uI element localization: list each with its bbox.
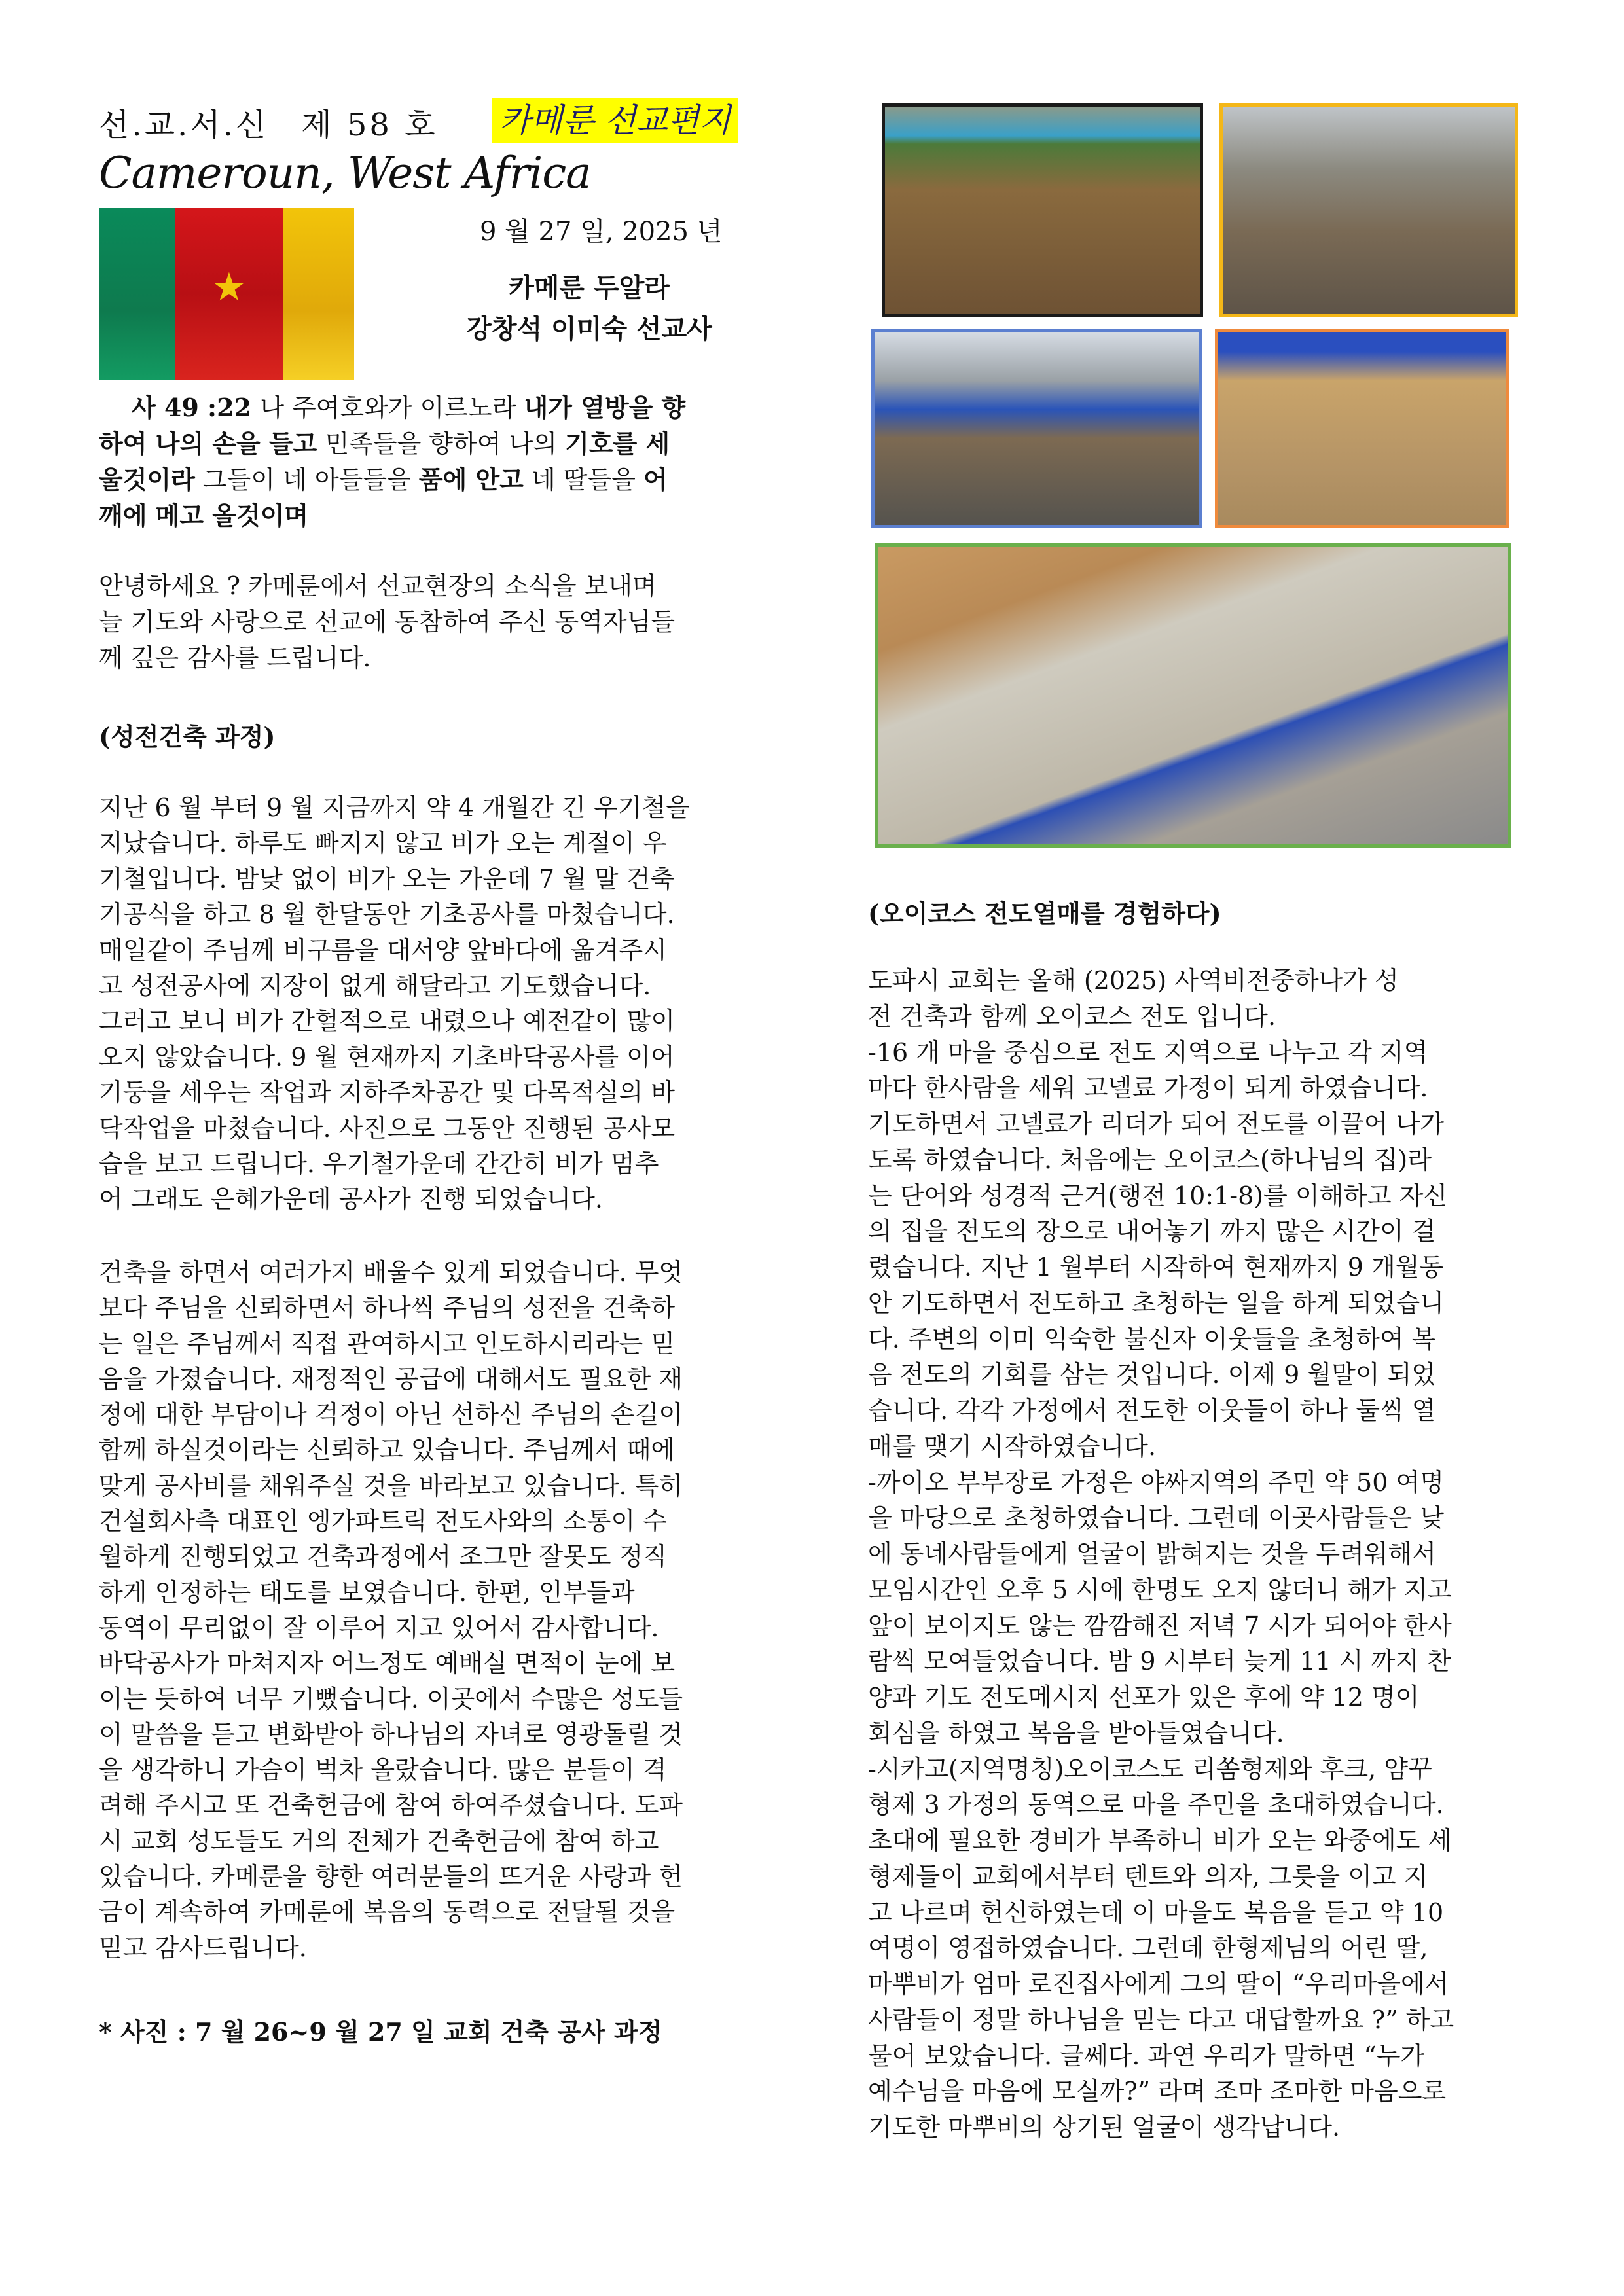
- photo-caption: * 사진 : 7 월 26~9 월 27 일 교회 건축 공사 과정: [99, 2017, 662, 2047]
- text-line: 지났습니다. 하루도 빠지지 않고 비가 오는 계절이 우: [99, 829, 667, 858]
- flag-red-band: [175, 208, 283, 380]
- text-line: 정에 대한 부담이나 걱정이 아닌 선하신 주님의 손길이: [99, 1400, 683, 1429]
- text-line: 금이 계속하여 카메룬에 복음의 동력으로 전달될 것을: [99, 1897, 676, 1927]
- construction-photo-block-wall: [1219, 103, 1518, 317]
- text-line: -시카고(지역명칭)오이코스도 리쏨형제와 후크, 얌꾸: [868, 1754, 1432, 1784]
- text-line: 안 기도하면서 전도하고 초청하는 일을 하게 되었습니: [868, 1288, 1445, 1318]
- text-line: 회심을 하였고 복음을 받아들였습니다.: [868, 1718, 1284, 1748]
- text-line: 형제들이 교회에서부터 텐트와 의자, 그릇을 이고 지: [868, 1861, 1428, 1891]
- text-line: 는 일은 주님께서 직접 관여하시고 인도하시리라는 믿: [99, 1329, 676, 1358]
- text-line: 사람들이 정말 하나님을 믿는 다고 대답할까요 ?” 하고: [868, 2005, 1454, 2034]
- text-line: 기도한 마뿌비의 상기된 얼굴이 생각납니다.: [868, 2113, 1341, 2142]
- text-line: 건축을 하면서 여러가지 배울수 있게 되었습니다. 무엇: [99, 1258, 683, 1287]
- series-name: 선.교.서.신: [99, 107, 269, 143]
- verse-text: 그들이 네 아들들을: [194, 465, 419, 494]
- text-line: 도파시 교회는 올해 (2025) 사역비전중하나가 성: [868, 966, 1399, 995]
- text-line: 습니다. 각각 가정에서 전도한 이웃들이 하나 둘씩 열: [868, 1396, 1436, 1425]
- verse-line: [99, 389, 685, 425]
- text-line: 지난 6 월 부터 9 월 지금까지 약 4 개월간 긴 우기철을: [99, 793, 690, 822]
- greeting-paragraph: [99, 568, 675, 676]
- text-line: 매일같이 주님께 비구름을 대서양 앞바다에 옮겨주시: [99, 935, 667, 965]
- text-line: 예수님을 마음에 모실까?” 라며 조마 조마한 마음으로: [868, 2077, 1447, 2106]
- missionaries: 강창석 이미숙 선교사: [466, 314, 712, 344]
- scripture-verse: [99, 389, 685, 533]
- text-line: 람씩 모여들었습니다. 밤 9 시부터 늦게 11 시 까지 찬: [868, 1647, 1451, 1676]
- verse-line: [99, 497, 685, 533]
- text-line: 음을 가졌습니다. 재정적인 공급에 대해서도 필요한 재: [99, 1364, 683, 1393]
- text-line: 매를 맺기 시작하였습니다.: [868, 1431, 1157, 1461]
- text-line: 닥작업을 마쳤습니다. 사진으로 그동안 진행된 공사모: [99, 1113, 676, 1143]
- text-line: 오지 않았습니다. 9 월 현재까지 기초바닥공사를 이어: [99, 1042, 675, 1071]
- text-line: 물어 보았습니다. 글쎄다. 과연 우리가 말하면 “누가: [868, 2041, 1425, 2070]
- text-line: 믿고 감사드립니다.: [99, 1933, 307, 1962]
- text-line: 함께 하실것이라는 신뢰하고 있습니다. 주님께서 때에: [99, 1435, 676, 1465]
- text-line: 을 생각하니 가슴이 벅차 올랐습니다. 많은 분들이 격: [99, 1755, 667, 1785]
- text-line: 건설회사측 대표인 엥가파트릭 전도사와의 소통이 수: [99, 1507, 667, 1536]
- text-line: 초대에 필요한 경비가 부족하니 비가 오는 와중에도 세: [868, 1826, 1453, 1855]
- text-line: -16 개 마을 중심으로 전도 지역으로 나누고 각 지역: [868, 1037, 1428, 1067]
- text-line: 기공식을 하고 8 월 한달동안 기초공사를 마쳤습니다.: [99, 900, 675, 929]
- verse-text: 나 주여호와가 이르노라: [260, 393, 524, 422]
- verse-emphasis: 기호를 세: [565, 429, 670, 458]
- text-line: 형제 3 가정의 동역으로 마을 주민을 초대하였습니다.: [868, 1790, 1444, 1820]
- flag-green-band: [99, 208, 175, 380]
- text-line: 려해 주시고 또 건축헌금에 참여 하여주셨습니다. 도파: [99, 1791, 683, 1820]
- text-line: 맞게 공사비를 채워주실 것을 바라보고 있습니다. 특히: [99, 1471, 683, 1500]
- text-line: 어 그래도 은혜가운데 공사가 진행 되었습니다.: [99, 1185, 603, 1214]
- verse-text: 민족들을 향하여 나의: [317, 429, 566, 458]
- text-line: 기둥을 세우는 작업과 지하주차공간 및 다목적실의 바: [99, 1078, 676, 1107]
- text-line: 기철입니다. 밤낮 없이 비가 오는 가운데 7 월 말 건축: [99, 864, 675, 893]
- text-line: 고 나르며 헌신하였는데 이 마을도 복음을 듣고 약 10: [868, 1897, 1444, 1927]
- verse-emphasis: 어: [643, 465, 668, 494]
- text-line: 여명이 영접하였습니다. 그런데 한형제님의 어린 딸,: [868, 1933, 1428, 1963]
- verse-emphasis: 울것이라: [99, 465, 195, 494]
- construction-paragraph-2: [99, 1255, 683, 1965]
- cameroon-flag-image: [99, 208, 354, 380]
- oikos-paragraph: [868, 963, 1454, 2145]
- text-line: 기도하면서 고넬료가 리더가 되어 전도를 이끌어 나가: [868, 1109, 1445, 1138]
- text-line: -까이오 부부장로 가정은 야싸지역의 주민 약 50 여명: [868, 1467, 1444, 1497]
- text-line: 다. 주변의 이미 익숙한 불신자 이웃들을 초청하여 복: [868, 1324, 1436, 1354]
- text-line: 의 집을 전도의 장으로 내어놓기 까지 많은 시간이 걸: [868, 1217, 1436, 1246]
- text-line: 께 깊은 감사를 드립니다.: [99, 643, 371, 672]
- verse-emphasis: 사 49 :22: [132, 393, 261, 422]
- newsletter-title: [99, 99, 438, 145]
- text-line: 도록 하였습니다. 처음에는 오이코스(하나님의 집)라: [868, 1145, 1432, 1174]
- verse-emphasis: 하여 나의 손을 들고: [99, 429, 317, 458]
- construction-paragraph-1: [99, 790, 690, 1217]
- text-line: 을 마당으로 초청하였습니다. 그런데 이곳사람들은 낮: [868, 1503, 1445, 1533]
- verse-emphasis: 내가 열방을 향: [524, 393, 686, 422]
- text-line: 양과 기도 전도메시지 선포가 있은 후에 약 12 명이: [868, 1683, 1420, 1712]
- text-line: 시 교회 성도들도 거의 전체가 건축헌금에 참여 하고: [99, 1826, 659, 1856]
- location: 카메룬 두알라: [509, 272, 670, 303]
- text-line: 음 전도의 기회를 삼는 것입니다. 이제 9 월말이 되었: [868, 1360, 1436, 1390]
- verse-line: [99, 461, 685, 497]
- text-line: 마다 한사람을 세워 고넬료 가정이 되게 하였습니다.: [868, 1073, 1428, 1103]
- construction-photo-columns: [1215, 329, 1509, 528]
- text-line: 하게 인정하는 태도를 보였습니다. 한편, 인부들과: [99, 1577, 635, 1607]
- verse-line: [99, 425, 685, 461]
- construction-photo-excavation: [882, 103, 1203, 317]
- text-line: 이는 듯하여 너무 기뻤습니다. 이곳에서 수많은 성도들: [99, 1684, 683, 1713]
- verse-emphasis: 품에 안고: [418, 465, 524, 494]
- text-line: 늘 기도와 사랑으로 선교에 동참하여 주신 동역자님들: [99, 607, 676, 636]
- verse-emphasis: 깨에 메고 올것이며: [99, 501, 309, 530]
- text-line: 전 건축과 함께 오이코스 전도 입니다.: [868, 1001, 1276, 1031]
- text-line: 있습니다. 카메룬을 향한 여러분들의 뜨거운 사랑과 헌: [99, 1862, 683, 1892]
- text-line: 바닥공사가 마쳐지자 어느정도 예배실 면적이 눈에 보: [99, 1649, 676, 1678]
- text-line: 보다 주님을 신뢰하면서 하나씩 주님의 성전을 건축하: [99, 1293, 676, 1323]
- section-heading-construction: (성전건축 과정): [99, 722, 276, 751]
- text-line: 안녕하세요 ? 카메룬에서 선교현장의 소식을 보내며: [99, 571, 657, 600]
- text-line: 월하게 진행되었고 건축과정에서 조그만 잘못도 정직: [99, 1542, 667, 1571]
- region-title: Cameroun, West Africa: [99, 148, 591, 198]
- text-line: 렸습니다. 지난 1 월부터 시작하여 현재까지 9 개월동: [868, 1253, 1444, 1282]
- text-line: 습을 보고 드립니다. 우기철가운데 간간히 비가 멈추: [99, 1149, 659, 1178]
- text-line: 이 말씀을 듣고 변화받아 하나님의 자녀로 영광돌릴 것: [99, 1719, 683, 1749]
- text-line: 마뿌비가 엄마 로진집사에게 그의 딸이 “우리마을에서: [868, 1969, 1449, 1998]
- star-icon: ★: [211, 264, 247, 310]
- section-heading-oikos: (오이코스 전도열매를 경험하다): [868, 899, 1221, 928]
- text-line: 고 성전공사에 지장이 없게 해달라고 기도했습니다.: [99, 971, 651, 1000]
- text-line: 그러고 보니 비가 간헐적으로 내렸으나 예전같이 많이: [99, 1007, 676, 1036]
- letter-date: 9 월 27 일, 2025 년: [480, 217, 723, 247]
- text-line: 동역이 무리없이 잘 이루어 지고 있어서 감사합니다.: [99, 1613, 659, 1642]
- construction-photo-wall-buildings: [871, 329, 1202, 528]
- text-line: 에 동네사람들에게 얼굴이 밝혀지는 것을 두려워해서: [868, 1539, 1436, 1568]
- flag-yellow-band: [283, 208, 354, 380]
- verse-text: 네 딸들을: [523, 465, 643, 494]
- highlight-title: 카메룬 선교편지: [492, 98, 738, 143]
- construction-photo-foundation-slab: [875, 543, 1511, 848]
- text-line: 모임시간인 오후 5 시에 한명도 오지 않더니 해가 지고: [868, 1575, 1452, 1604]
- issue-number: 제 58 호: [301, 107, 438, 143]
- text-line: 는 단어와 성경적 근거(행전 10:1-8)를 이해하고 자신: [868, 1181, 1448, 1210]
- text-line: 앞이 보이지도 않는 깜깜해진 저녁 7 시가 되어야 한사: [868, 1611, 1452, 1640]
